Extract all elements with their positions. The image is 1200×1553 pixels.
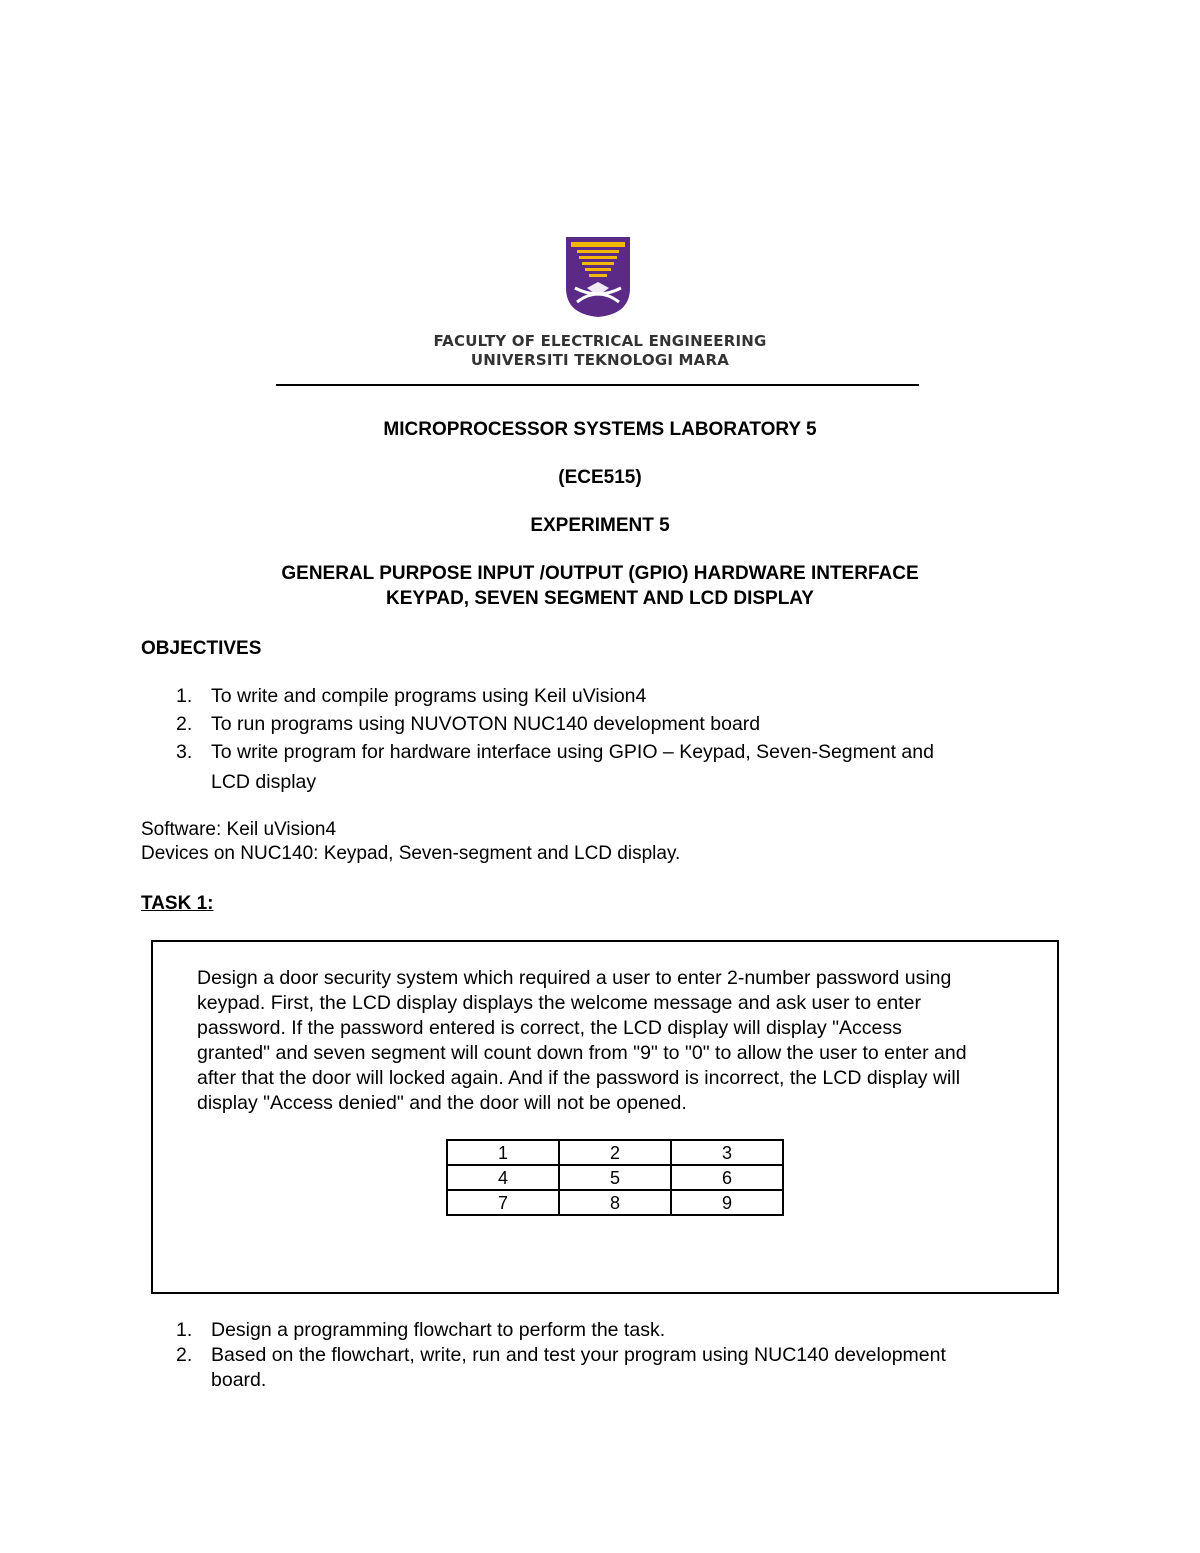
university-name: UNIVERSITI TEKNOLOGI MARA: [470, 351, 730, 369]
list-text: To write and compile programs using Keil uVision4: [211, 685, 647, 707]
list-number: 2.: [176, 713, 193, 735]
experiment-title: EXPERIMENT 5: [530, 515, 670, 536]
task-line: after that the door will locked again. And if the password is incorrect, the LCD display will: [197, 1067, 961, 1089]
topic-line-2: KEYPAD, SEVEN SEGMENT AND LCD DISPLAY: [386, 588, 814, 609]
list-text: Based on the flowchart, write, run and test your program using NUC140 development: [211, 1344, 946, 1366]
lab-title: MICROPROCESSOR SYSTEMS LABORATORY 5: [383, 419, 817, 440]
keypad-cell: 5: [559, 1165, 671, 1190]
keypad-cell: 1: [447, 1140, 559, 1165]
task-description: [197, 966, 1057, 1116]
keypad-cell: 2: [559, 1140, 671, 1165]
keypad-cell: 6: [671, 1165, 783, 1190]
header-divider: [276, 384, 919, 386]
list-number: 1.: [176, 1319, 193, 1341]
list-text: To run programs using NUVOTON NUC140 development board: [211, 713, 761, 735]
keypad-cell: 9: [671, 1190, 783, 1215]
software-line: Software: Keil uVision4: [141, 819, 337, 840]
uitm-logo: [565, 236, 631, 318]
course-code: (ECE515): [558, 467, 642, 488]
keypad-cell: 7: [447, 1190, 559, 1215]
list-number: 1.: [176, 685, 193, 707]
task-line: keypad. First, the LCD display displays the welcome message and ask user to enter: [197, 992, 922, 1014]
keypad-cell: 3: [671, 1140, 783, 1165]
task-line: password. If the password entered is correct, the LCD display will display "Access: [197, 1017, 902, 1039]
list-text: Design a programming flowchart to perform the task.: [211, 1319, 666, 1341]
list-text: board.: [211, 1369, 267, 1391]
task-line: Design a door security system which required a user to enter 2-number password using: [197, 967, 952, 989]
task-heading: TASK 1:: [141, 893, 214, 914]
objectives-heading: OBJECTIVES: [141, 638, 262, 659]
faculty-name: FACULTY OF ELECTRICAL ENGINEERING: [433, 332, 767, 350]
table-row: [447, 1140, 783, 1165]
list-text: To write program for hardware interface using GPIO – Keypad, Seven-Segment and: [211, 741, 934, 763]
keypad-table: [446, 1139, 784, 1216]
table-row: [447, 1165, 783, 1190]
keypad-cell: 8: [559, 1190, 671, 1215]
list-number: 2.: [176, 1344, 193, 1366]
list-text: LCD display: [211, 771, 317, 793]
list-number: 3.: [176, 741, 193, 763]
task-line: display "Access denied" and the door will not be opened.: [197, 1092, 687, 1114]
devices-line: Devices on NUC140: Keypad, Seven-segment and LCD display.: [141, 843, 681, 864]
keypad-cell: 4: [447, 1165, 559, 1190]
task-line: granted" and seven segment will count down from "9" to "0" to allow the user to enter and: [197, 1042, 967, 1064]
table-row: [447, 1190, 783, 1215]
topic-line-1: GENERAL PURPOSE INPUT /OUTPUT (GPIO) HARDWARE INTERFACE: [281, 563, 919, 584]
